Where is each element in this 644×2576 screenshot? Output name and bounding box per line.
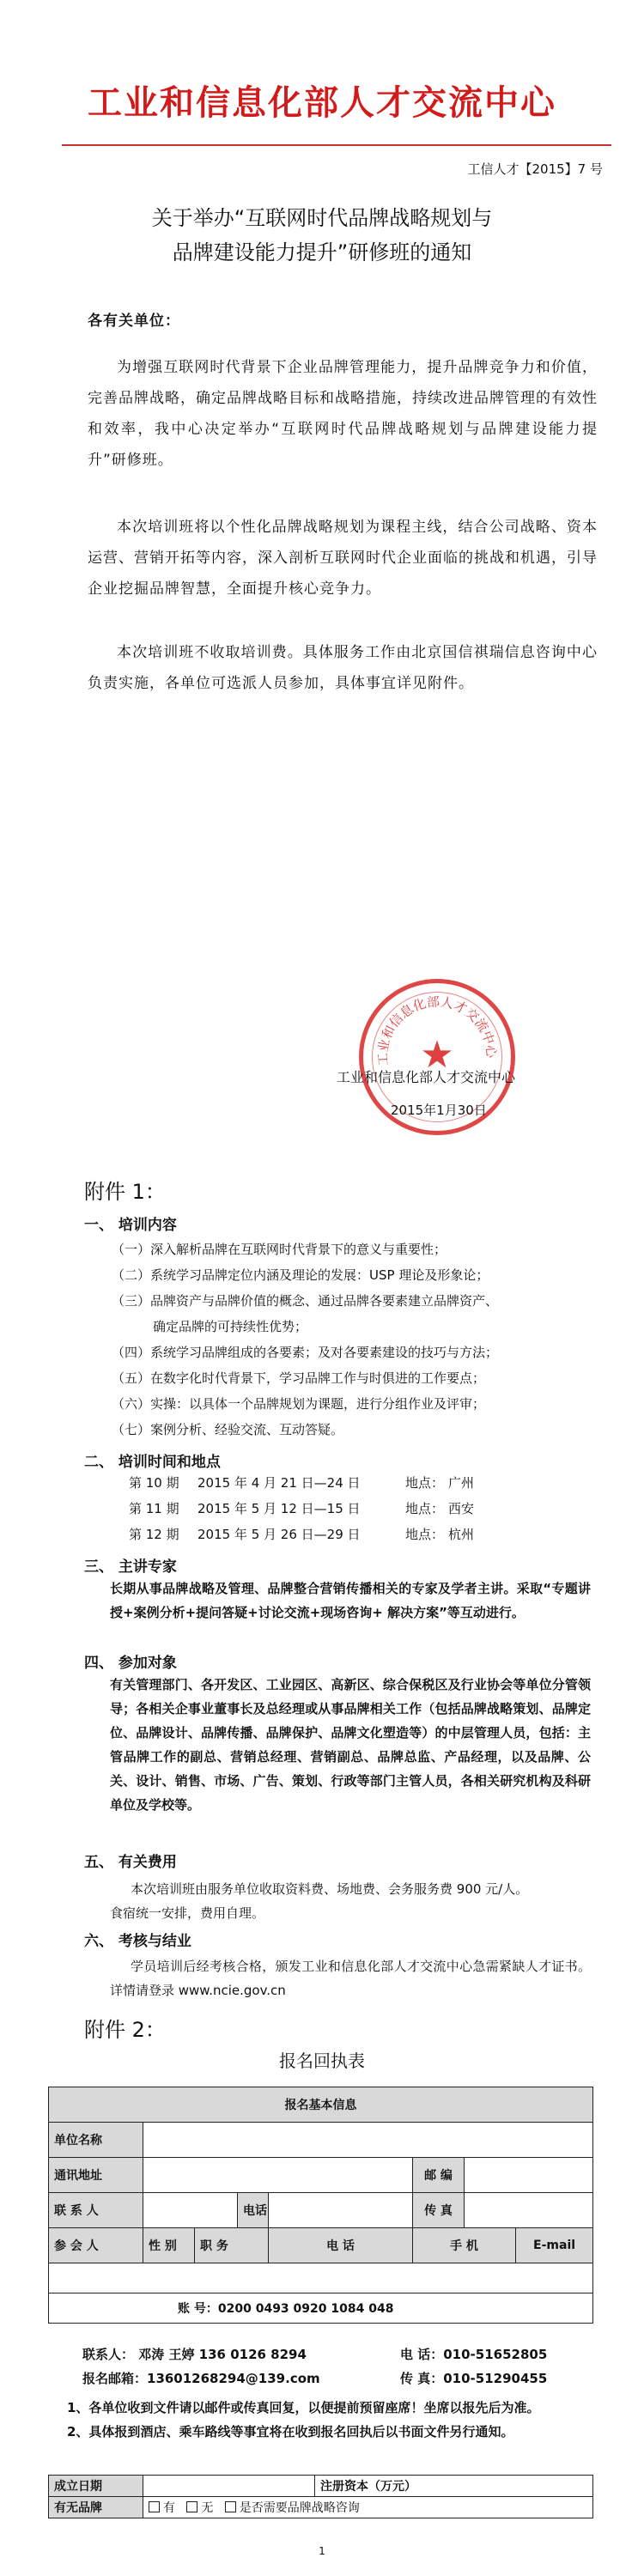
form-title: 报名回执表 [279,2050,365,2071]
section-training-content-title: 一、 培训内容 [84,1217,177,1234]
note-item: 1、各单位收到文件请以邮件或传真回复，以便提前预留座席！坐席以报先后为准。 [67,2400,540,2415]
founded-label: 成立日期 [49,2476,143,2497]
notice-title [0,201,644,270]
account-row: 账 号：0200 0493 0920 1084 048 [49,2293,593,2324]
address-field[interactable] [143,2158,413,2193]
notice-paragraph-3: 本次培训班不收取培训费。具体服务工作由北京国信祺瑞信息咨询中心负责实施，各单位可选派人员参加，具体事宜详见附件。 [88,644,598,692]
schedule-row [129,1525,575,1551]
list-item: （二）系统学习品牌定位内涵及理论的发展：USP 理论及形象论； [112,1267,489,1283]
notice-paragraph-1: 为增强互联网时代背景下企业品牌管理能力，提升品牌竞争力和价值，完善品牌战略，确定品牌战略目标和战略措施，持续改进品牌管理的有效性和效率，我中心决定举办“互联网时代品牌战略规划与品牌建设能力提升”研修班。 [88,359,598,469]
signature-date: 2015年1月30日 [391,1103,487,1118]
seal-star-icon: ★ [420,1033,454,1077]
participant-entry-row[interactable] [49,2263,593,2293]
notes-1 [67,2396,599,2444]
schedule-row [129,1499,575,1525]
list-item: （四）系统学习品牌组成的各要素；及对各要素建设的技巧与方法； [112,1345,499,1360]
contact-fax: 传 真：010-51290455 [400,2371,548,2386]
section-participants-title: 四、 参加对象 [84,1655,177,1672]
section-fees-title: 五、 有关费用 [84,1854,177,1871]
page-number: 1 [319,2545,325,2557]
section-experts-title: 三、 主讲专家 [84,1558,177,1576]
signature-organization: 工业和信息化部人才交流中心 [337,1069,516,1085]
session-dates: 2015 年 4 月 21 日—24 日 [197,1475,361,1491]
gender-label: 性 别 [143,2228,195,2263]
notice-paragraph-2: 本次培训班将以个性化品牌战略规划为课程主线，结合公司战略、资本运营、营销开拓等内容，深入剖析互联网时代企业面临的挑战和机遇，引导企业挖掘品牌智慧，全面提升核心竞争力。 [88,519,598,598]
brand-no-label: 无 [201,2501,214,2515]
registration-table [48,2087,593,2324]
mobile-label: 手 机 [413,2228,516,2263]
experts-text: 长期从事品牌战略及管理、品牌整合营销传播相关的专家及学者主讲。采取“专题讲授+案例分析+提问答疑+讨论交流+现场咨询+ 解决方案”等互动进行。 [110,1581,591,1620]
document-number: 工信人才【2015】7 号 [467,161,603,177]
notice-title-line-2: 品牌建设能力提升”研修班的通知 [172,240,472,264]
svg-text:工业和信息化部人才交流中心: 工业和信息化部人才交流中心 [374,993,500,1066]
list-item: （三）品牌资产与品牌价值的概念、通过品牌各要素建立品牌资产、 [112,1293,499,1309]
phone-label: 电话 [238,2193,269,2228]
training-content-list [112,1236,498,1443]
place-label: 地点： [405,1527,445,1542]
attachment-2-title: 附件 2： [84,2018,166,2042]
salutation: 各有关单位： [88,313,180,330]
list-item: （一）深入解析品牌在互联网时代背景下的意义与重要性； [112,1242,447,1257]
note-item: 2、具体报到酒店、乘车路线等事宜将在收到报名回执后以书面文件另行通知。 [67,2424,514,2439]
fees-text-1: 本次培训班由服务单位收取资料费、场地费、会务服务费 900 元/人。 [131,1881,529,1897]
postcode-label: 邮 编 [413,2158,465,2193]
session-dates: 2015 年 5 月 26 日—29 日 [197,1527,361,1542]
checkbox-brand-yes[interactable] [149,2501,160,2512]
list-item: 确定品牌的可持续性优势； [153,1319,308,1334]
section-schedule-title: 二、 培训时间和地点 [84,1454,221,1471]
session-label: 第 10 期 [129,1475,179,1491]
position-label: 职 务 [195,2228,269,2263]
section-certificate-title: 六、 考核与结业 [84,1933,191,1950]
capital-label: 注册资本（万元） [315,2476,593,2497]
session-label: 第 11 期 [129,1501,179,1516]
contact-persons: 联系人： 邓涛 王婷 136 0126 8294 [82,2347,307,2362]
postcode-field[interactable] [465,2158,593,2193]
header-divider [62,144,611,146]
header-title: 工业和信息化部人才交流中心 [88,82,556,123]
founded-field[interactable] [143,2476,315,2497]
session-place: 杭州 [448,1527,475,1542]
attachment-1-title: 附件 1： [84,1180,166,1204]
notice-title-line-1: 关于举办“互联网时代品牌战略规划与 [151,206,493,230]
place-label: 地点： [405,1475,445,1491]
contact-tel: 电 话：010-51652805 [400,2347,548,2362]
fees-text-2: 食宿统一安排，费用自理。 [110,1905,265,1921]
session-place: 广州 [448,1475,475,1491]
table-header: 报名基本信息 [49,2087,593,2123]
fax-label: 传 真 [413,2193,465,2228]
brand-consult-label: 是否需要品牌战略咨询 [239,2501,360,2515]
brand-options [143,2497,593,2518]
contact-block-1 [82,2342,548,2391]
contact-email: 报名邮箱：13601268294@139.com [82,2371,320,2386]
tel-label: 电 话 [269,2228,413,2263]
checkbox-brand-no[interactable] [186,2501,197,2512]
contact-label: 联 系 人 [49,2193,143,2228]
participants-text: 有关管理部门、各开发区、工业园区、高新区、综合保税区及行业协会等单位分管领导；各相关企事业董事长及总经理或从事品牌相关工作（包括品牌战略策划、品牌定位、品牌设计、品牌传播、品牌保护、品牌文化塑造等）的中层管理人员，包括：主管品牌工作的副总、营销总经理、营销副总、品牌总监、产品经理，以及品牌、公关、设计、销售、市场、广告、策划、行政等部门主管人员，各相关研究机构及科研单位及学校等。 [110,1677,591,1813]
email-label: E-mail [516,2228,593,2263]
checkbox-brand-consult[interactable] [225,2501,236,2512]
unit-field[interactable] [143,2123,593,2158]
session-label: 第 12 期 [129,1527,179,1542]
list-item: （五）在数字化时代背景下，学习品牌工作与时俱进的工作要点； [112,1370,486,1386]
place-label: 地点： [405,1501,445,1516]
company-info-section [48,2475,592,2540]
brand-label: 有无品牌 [49,2497,143,2518]
list-item: （七）案例分析、经验交流、互动答疑。 [112,1422,344,1437]
brand-yes-label: 有 [163,2501,175,2515]
contact-field[interactable] [143,2193,238,2228]
session-place: 西安 [448,1501,475,1516]
list-item: （六）实操：以具体一个品牌规划为课题，进行分组作业及评审； [112,1396,486,1412]
fax-field[interactable] [465,2193,593,2228]
participants-label: 参 会 人 [49,2228,143,2263]
schedule-list [129,1473,575,1551]
address-label: 通讯地址 [49,2158,143,2193]
unit-label: 单位名称 [49,2123,143,2158]
certificate-text: 学员培训后经考核合格，颁发工业和信息化部人才交流中心急需紧缺人才证书。详情请登录 www.ncie.gov.cn [110,1959,591,1998]
schedule-row [129,1473,575,1499]
company-info-table-visible [48,2475,593,2518]
phone-field[interactable] [269,2193,413,2228]
session-dates: 2015 年 5 月 12 日—15 日 [197,1501,361,1516]
